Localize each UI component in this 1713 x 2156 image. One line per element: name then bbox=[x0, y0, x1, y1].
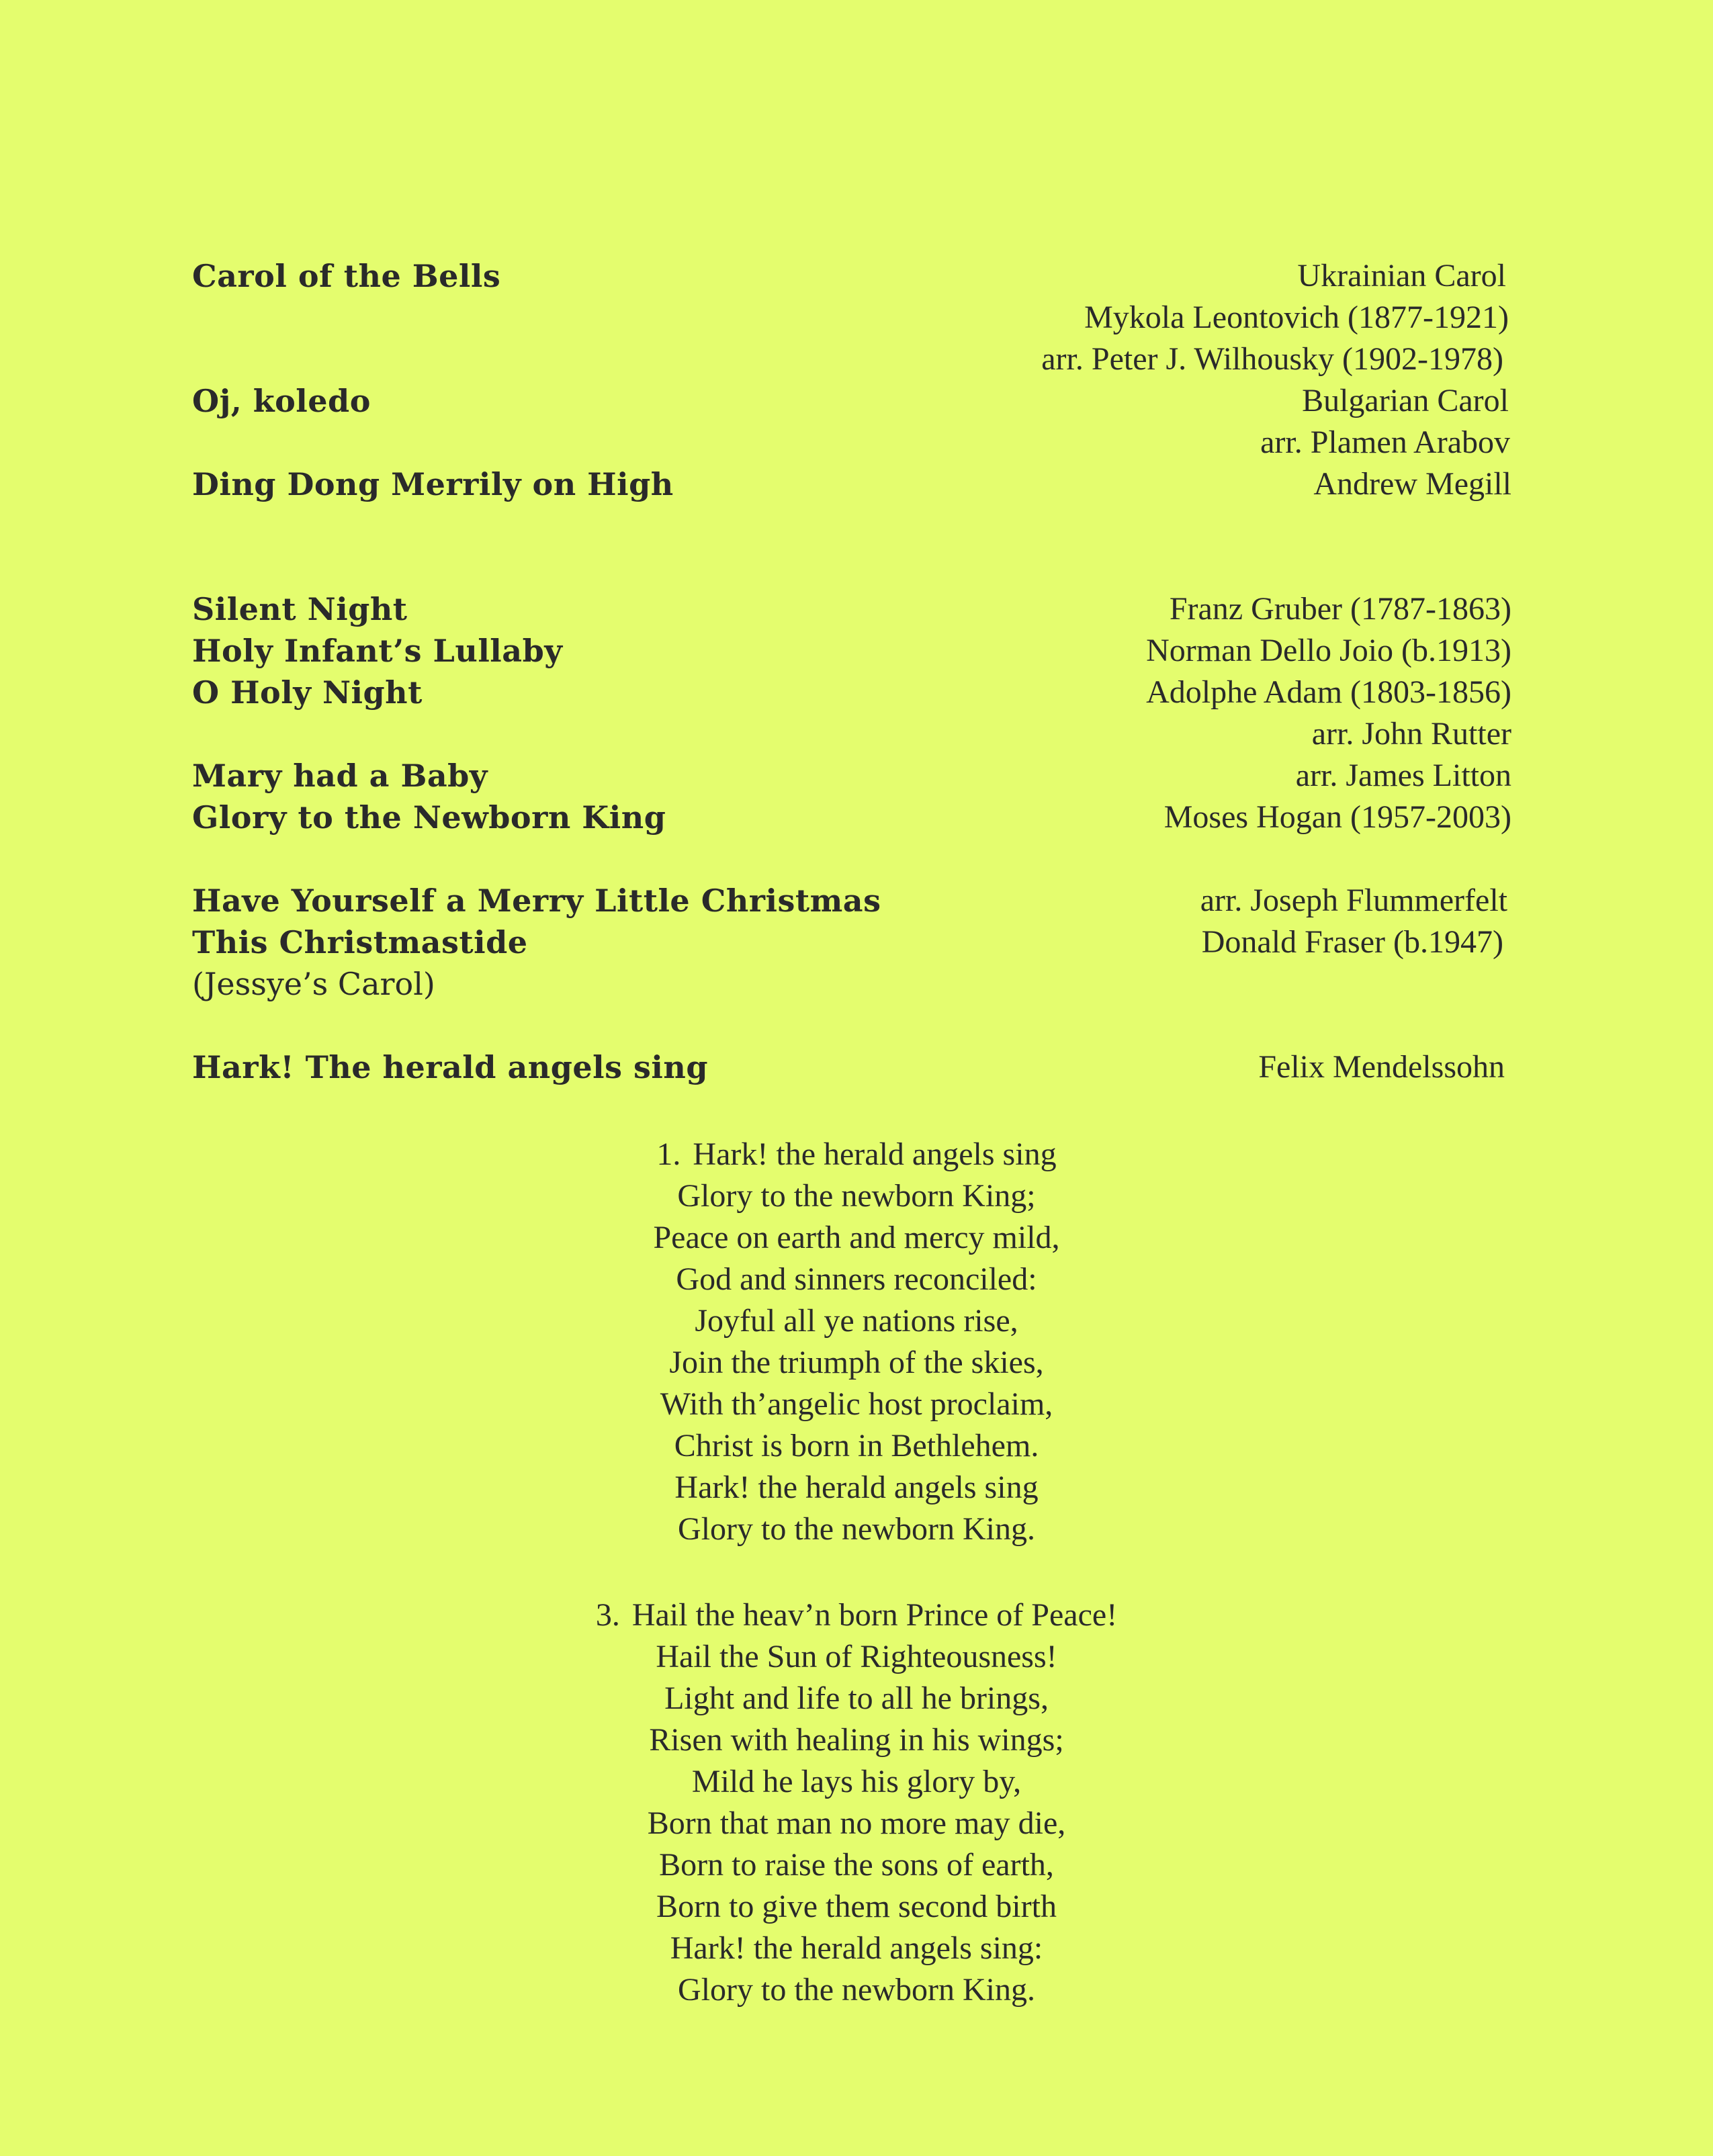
verse-line: Born to give them second birth bbox=[656, 1889, 1057, 1924]
verse-line: Hark! the herald angels sing bbox=[674, 1470, 1039, 1505]
program-row-oj-koledo bbox=[192, 380, 1511, 422]
program-row-ding-dong bbox=[192, 463, 1511, 505]
verse-line: Hark! the herald angels sing: bbox=[670, 1930, 1043, 1966]
program-row-carol-of-the-bells-credit-3 bbox=[192, 339, 1511, 380]
verse-3 bbox=[0, 1594, 1713, 2011]
piece-arranger: arr. James Litton bbox=[1295, 758, 1511, 793]
program-row-have-yourself bbox=[192, 880, 1511, 922]
piece-composer: Norman Dello Joio (b.1913) bbox=[1146, 633, 1511, 668]
piece-composer: Mykola Leontovich (1877-1921) bbox=[1084, 300, 1509, 335]
verse-line: Glory to the newborn King; bbox=[677, 1178, 1036, 1214]
piece-title: Have Yourself a Merry Little Christmas bbox=[192, 883, 881, 919]
verse-line: Born to raise the sons of earth, bbox=[659, 1847, 1054, 1883]
program-row-hark bbox=[192, 1046, 1511, 1088]
verse-line-text: Hail the heav’n born Prince of Peace! bbox=[631, 1597, 1118, 1633]
verse-line: Born that man no more may die, bbox=[647, 1805, 1066, 1841]
verse-number: 3. bbox=[595, 1597, 620, 1633]
verse-1 bbox=[0, 1134, 1713, 1550]
program-row-carol-of-the-bells bbox=[192, 255, 1511, 297]
piece-title: Oj, koledo bbox=[192, 383, 371, 419]
program-row-o-holy-night-credit-2 bbox=[192, 713, 1511, 755]
program-row-silent-night bbox=[192, 588, 1511, 630]
verse-line: Christ is born in Bethlehem. bbox=[674, 1428, 1039, 1464]
piece-arranger: arr. Joseph Flummerfelt bbox=[1200, 883, 1507, 918]
piece-composer: Adolphe Adam (1803-1856) bbox=[1146, 674, 1511, 710]
piece-title: Carol of the Bells bbox=[192, 258, 501, 294]
piece-title: Ding Dong Merrily on High bbox=[192, 466, 674, 502]
verse-line: God and sinners reconciled: bbox=[676, 1261, 1037, 1297]
verse-line: Joyful all ye nations rise, bbox=[695, 1303, 1018, 1339]
program-row-mary-had-a-baby bbox=[192, 755, 1511, 797]
piece-composer: Donald Fraser (b.1947) bbox=[1201, 924, 1503, 960]
program-row-glory-to-the-newborn-king bbox=[192, 797, 1511, 838]
piece-composer: Moses Hogan (1957-2003) bbox=[1163, 799, 1511, 835]
piece-origin: Ukrainian Carol bbox=[1297, 258, 1506, 294]
piece-title: Holy Infant’s Lullaby bbox=[192, 633, 563, 669]
verse-line: With th’angelic host proclaim, bbox=[660, 1386, 1053, 1422]
verse-line: Light and life to all he brings, bbox=[664, 1680, 1049, 1716]
verse-line bbox=[0, 1134, 1713, 1175]
verse-line: Peace on earth and mercy mild, bbox=[653, 1220, 1060, 1255]
piece-title: Glory to the Newborn King bbox=[192, 799, 666, 836]
program-row-carol-of-the-bells-credit-2 bbox=[192, 297, 1511, 339]
verse-line: Join the triumph of the skies, bbox=[669, 1345, 1044, 1380]
piece-title: This Christmastide bbox=[192, 924, 528, 960]
piece-title: Silent Night bbox=[192, 591, 408, 627]
program-row-this-christmastide bbox=[192, 922, 1511, 963]
verse-line: Glory to the newborn King. bbox=[678, 1511, 1035, 1547]
piece-arranger: arr. John Rutter bbox=[1311, 716, 1511, 752]
verse-line: Risen with healing in his wings; bbox=[649, 1722, 1064, 1758]
verse-number: 1. bbox=[656, 1136, 681, 1172]
verse-line bbox=[0, 1594, 1713, 1636]
verse-line-text: Hark! the herald angels sing bbox=[693, 1136, 1057, 1172]
program-row-oj-koledo-credit-2 bbox=[192, 422, 1511, 463]
piece-arranger: arr. Plamen Arabov bbox=[1260, 424, 1510, 460]
piece-composer: Franz Gruber (1787-1863) bbox=[1169, 591, 1511, 627]
program-row-this-christmastide-subtitle bbox=[192, 963, 1511, 1005]
piece-subtitle: (Jessye’s Carol) bbox=[192, 966, 435, 1002]
verse-line: Glory to the newborn King. bbox=[678, 1972, 1035, 2008]
piece-composer: Andrew Megill bbox=[1313, 466, 1511, 502]
program-row-holy-infants-lullaby bbox=[192, 630, 1511, 672]
verse-line: Mild he lays his glory by, bbox=[691, 1764, 1022, 1799]
verse-line: Hail the Sun of Righteousness! bbox=[656, 1639, 1057, 1674]
piece-title: O Holy Night bbox=[192, 674, 423, 711]
piece-arranger: arr. Peter J. Wilhousky (1902-1978) bbox=[1041, 341, 1503, 377]
program-row-o-holy-night bbox=[192, 672, 1511, 713]
piece-origin: Bulgarian Carol bbox=[1302, 383, 1509, 418]
piece-title: Hark! The herald angels sing bbox=[192, 1049, 708, 1085]
piece-composer: Felix Mendelssohn bbox=[1258, 1049, 1505, 1085]
piece-title: Mary had a Baby bbox=[192, 758, 488, 794]
